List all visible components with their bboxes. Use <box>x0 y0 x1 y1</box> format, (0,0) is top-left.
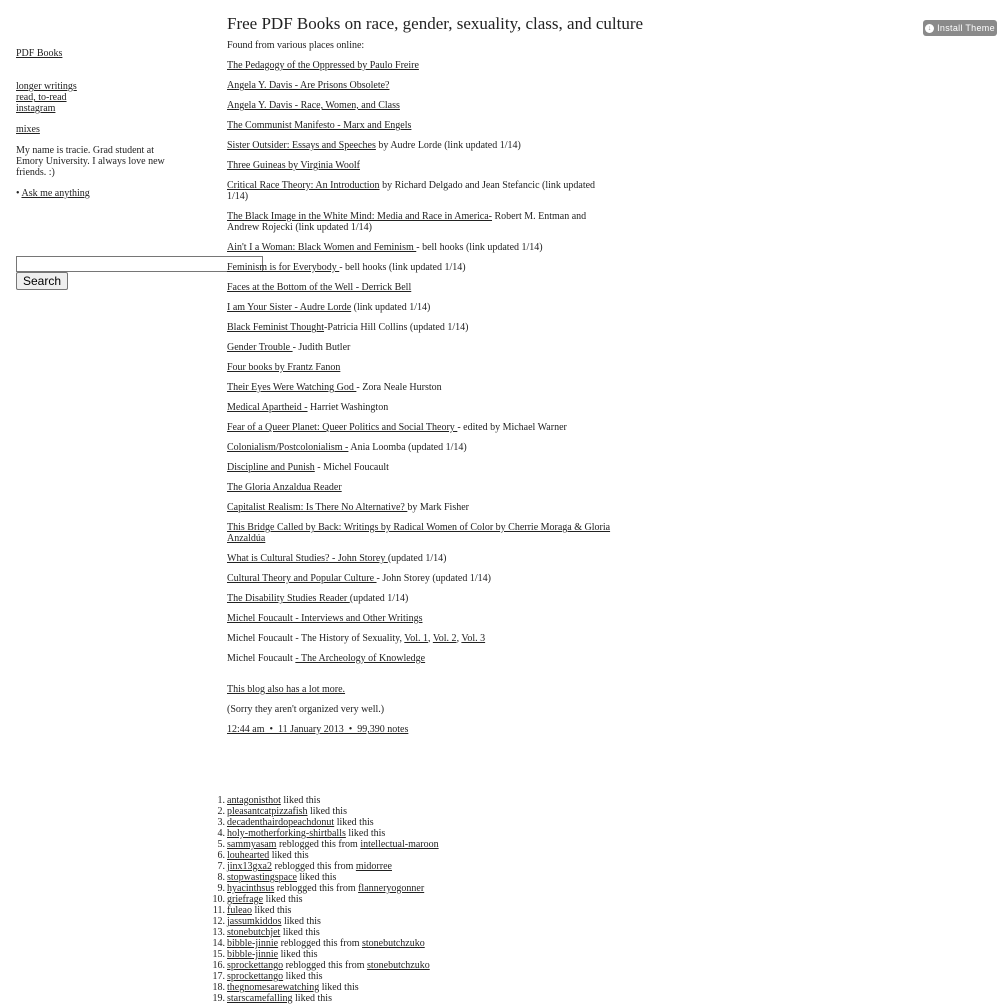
book-details: -Patricia Hill Collins (updated 1/14) <box>324 322 469 333</box>
note-number: 7. <box>217 861 225 872</box>
sidebar-link-instagram[interactable]: instagram <box>16 103 56 114</box>
book-details: - bell hooks (link updated 1/14) <box>339 262 466 273</box>
note-number: 1. <box>217 795 225 806</box>
note-number: 12. <box>212 916 225 927</box>
book-details: (updated 1/14) <box>349 593 409 604</box>
note-item <box>217 872 439 883</box>
note-user-link[interactable]: hyacinthsus <box>227 883 275 894</box>
book-link[interactable]: The Black Image in the White Mind: Media and Race in America- <box>227 211 493 222</box>
note-user-link[interactable]: louhearted <box>227 850 270 861</box>
note-item <box>212 916 439 927</box>
blog-title-link[interactable]: PDF Books <box>16 48 63 59</box>
book-list <box>227 60 617 624</box>
book-link[interactable]: Sister Outsider: Essays and Speeches <box>227 140 376 151</box>
book-link[interactable]: Michel Foucault - Interviews and Other Writings <box>227 613 423 624</box>
note-item <box>212 971 439 982</box>
book-item <box>227 262 617 273</box>
book-item <box>227 522 617 544</box>
book-item <box>227 100 617 111</box>
book-link[interactable]: Ain't I a Woman: Black Women and Feminism <box>227 242 417 253</box>
book-item <box>227 362 617 373</box>
note-action: reblogged this from <box>278 938 362 949</box>
book-link[interactable]: Colonialism/Postcolonialism - <box>227 442 349 453</box>
book-link[interactable]: The Disability Studies Reader <box>227 593 350 604</box>
book-link[interactable]: I am Your Sister - Audre Lorde <box>227 302 352 313</box>
book-item <box>227 422 617 433</box>
note-number: 15. <box>212 949 225 960</box>
book-item <box>227 593 617 604</box>
note-action: liked this <box>278 949 318 960</box>
note-item <box>217 883 439 894</box>
note-user-link[interactable]: sprockettango <box>227 960 284 971</box>
note-user-link[interactable]: pleasantcatpizzafish <box>227 806 308 817</box>
note-item <box>217 839 439 850</box>
book-item <box>227 282 617 293</box>
archeology-link[interactable]: - The Archeology of Knowledge <box>295 653 426 664</box>
book-item <box>227 322 617 333</box>
book-item <box>227 80 617 91</box>
note-number: 11. <box>212 905 225 916</box>
book-item <box>227 180 617 202</box>
note-item <box>212 894 439 905</box>
note-source-link[interactable]: midorree <box>355 861 392 872</box>
sorry-note: (Sorry they aren't organized very well.) <box>227 704 385 715</box>
book-details: Harriet Washington <box>307 402 389 413</box>
ask-row <box>16 188 176 199</box>
book-link[interactable]: Faces at the Bottom of the Well - Derrick Bell <box>227 282 412 293</box>
book-link[interactable]: What is Cultural Studies? - John Storey <box>227 553 388 564</box>
note-action: liked this <box>334 817 374 828</box>
sidebar-links <box>16 81 176 114</box>
note-action: reblogged this from <box>272 861 356 872</box>
book-link[interactable]: Critical Race Theory: An Introduction <box>227 180 380 191</box>
book-details: by Mark Fisher <box>407 502 469 513</box>
note-user-link[interactable]: fuleao <box>227 905 252 916</box>
note-action: reblogged this from <box>276 839 361 850</box>
book-link[interactable]: The Gloria Anzaldua Reader <box>227 482 342 493</box>
book-link[interactable]: Feminism is for Everybody <box>227 262 340 273</box>
sidebar-link-longer-writings[interactable]: longer writings <box>16 81 77 92</box>
archeology-prefix: Michel Foucault <box>227 653 296 664</box>
note-item <box>212 905 439 916</box>
book-link[interactable]: Their Eyes Were Watching God <box>227 382 357 393</box>
note-number: 13. <box>212 927 225 938</box>
sidebar-link-mixes[interactable]: mixes <box>16 124 40 135</box>
history-vol-1-link[interactable]: Vol. 1 <box>404 633 429 644</box>
note-number: 17. <box>212 971 225 982</box>
history-of-sexuality-line: Michel Foucault - The History of Sexuality, Vol. 1, Vol. 2, Vol. 3 <box>227 633 486 644</box>
note-user-link[interactable]: bibble-jinnie <box>227 949 279 960</box>
note-action: liked this <box>280 795 321 806</box>
book-item <box>227 402 617 413</box>
history-vol-3-link[interactable]: Vol. 3 <box>461 633 486 644</box>
book-details: (link updated 1/14) <box>351 302 431 313</box>
sidebar-link-read-to-read[interactable]: read, to-read <box>16 92 67 103</box>
note-user-link[interactable]: stonebutchjet <box>227 927 281 938</box>
book-item <box>227 242 617 253</box>
note-number: 10. <box>212 894 225 905</box>
note-item <box>217 850 439 861</box>
book-item <box>227 120 617 131</box>
sidebar <box>16 48 176 199</box>
note-number: 2. <box>217 806 225 817</box>
note-number: 9. <box>217 883 225 894</box>
notes-list <box>212 795 439 1004</box>
book-item <box>227 211 617 233</box>
book-item <box>227 382 617 393</box>
note-action: liked this <box>297 872 337 883</box>
book-link[interactable]: Gender Trouble <box>227 342 293 353</box>
book-link[interactable]: The Communist Manifesto - Marx and Engels <box>227 120 412 131</box>
note-number: 19. <box>212 993 225 1004</box>
book-item <box>227 302 617 313</box>
note-user-link[interactable]: decadenthairdopeachdonut <box>227 817 335 828</box>
book-details: - bell hooks (link updated 1/14) <box>416 242 543 253</box>
book-item <box>227 502 617 513</box>
history-prefix: Michel Foucault - The History of Sexuality, <box>227 633 405 644</box>
note-source-link[interactable]: stonebutchzuko <box>366 960 430 971</box>
book-link[interactable]: This Bridge Called by Back: Writings by Radical Women of Color by Cherrie Moraga & Gloria Anzaldúa <box>227 522 611 544</box>
note-number: 18. <box>212 982 225 993</box>
book-link[interactable]: Fear of a Queer Planet: Queer Politics and Social Theory <box>227 422 458 433</box>
note-user-link[interactable]: holy-motherforking-shirtballs <box>227 828 346 839</box>
note-item <box>217 817 439 828</box>
post-meta-permalink[interactable]: 12:44 am • 11 January 2013 • 99,390 notes <box>227 724 409 735</box>
note-user-link[interactable]: thegnomesarewatching <box>227 982 320 993</box>
note-user-link[interactable]: stopwastingspace <box>227 872 297 883</box>
book-item <box>227 60 617 71</box>
book-details: - Judith Butler <box>292 342 351 353</box>
note-action: liked this <box>307 806 347 817</box>
book-details: by Richard Delgado and Jean Stefancic (link updated 1/14) <box>227 180 596 202</box>
book-item <box>227 442 617 453</box>
install-theme-label: Install Theme <box>937 23 995 33</box>
note-action: liked this <box>292 993 332 1004</box>
book-link[interactable]: Angela Y. Davis - Race, Women, and Class <box>227 100 400 111</box>
note-action: liked this <box>283 971 323 982</box>
note-user-link[interactable]: sammyasam <box>227 839 277 850</box>
note-user-link[interactable]: sprockettango <box>227 971 284 982</box>
note-number: 3. <box>217 817 225 828</box>
book-link[interactable]: Capitalist Realism: Is There No Alternative? <box>227 502 408 513</box>
note-action: liked this <box>252 905 292 916</box>
note-action: liked this <box>281 916 321 927</box>
note-action: reblogged this from <box>274 883 359 894</box>
download-icon: ↓ <box>925 24 934 33</box>
note-action: reblogged this from <box>283 960 367 971</box>
book-item <box>227 573 617 584</box>
install-theme-button[interactable] <box>923 20 997 36</box>
book-link[interactable]: Four books by Frantz Fanon <box>227 362 341 373</box>
note-item <box>212 993 439 1004</box>
note-action: liked this <box>280 927 320 938</box>
note-user-link[interactable]: bibble-jinnie <box>227 938 279 949</box>
book-item <box>227 553 617 564</box>
post-intro: Found from various places online: <box>227 40 365 51</box>
note-action: liked this <box>345 828 386 839</box>
note-number: 14. <box>212 938 225 949</box>
note-item <box>217 828 439 839</box>
note-item <box>217 806 439 817</box>
search-form <box>16 256 263 290</box>
history-vol-2-link[interactable]: Vol. 2 <box>432 633 457 644</box>
ask-me-anything-link[interactable]: Ask me anything <box>21 188 90 199</box>
ask-bullet: • <box>16 188 20 199</box>
note-number: 8. <box>217 872 225 883</box>
book-item <box>227 462 617 473</box>
note-number: 16. <box>212 960 225 971</box>
book-details: Robert M. Entman and Andrew Rojecki (link updated 1/14) <box>227 211 587 233</box>
note-source-link[interactable]: stonebutchzuko <box>361 938 425 949</box>
book-details: by Audre Lorde (link updated 1/14) <box>375 140 521 151</box>
book-link[interactable]: Angela Y. Davis - Are Prisons Obsolete? <box>227 80 390 91</box>
note-number: 6. <box>217 850 225 861</box>
note-item <box>212 949 439 960</box>
post-title: Free PDF Books on race, gender, sexuality, class, and culture <box>227 14 644 33</box>
note-action: liked this <box>263 894 303 905</box>
book-item <box>227 482 617 493</box>
book-link[interactable]: Discipline and Punish <box>227 462 315 473</box>
note-source-link[interactable]: intellectual-maroon <box>360 839 439 850</box>
note-user-link[interactable]: jassumkiddos <box>227 916 282 927</box>
book-item <box>227 140 617 151</box>
note-item <box>212 938 439 949</box>
search-button[interactable]: Search <box>16 272 68 290</box>
note-user-link[interactable]: jinx13gxa2 <box>227 861 272 872</box>
blog-description: My name is tracie. Grad student at Emory University. I always love new friends. :) <box>16 145 165 178</box>
book-item <box>227 342 617 353</box>
note-item <box>212 927 439 938</box>
book-link[interactable]: Cultural Theory and Popular Culture <box>227 573 377 584</box>
book-item <box>227 613 617 624</box>
note-item <box>212 982 439 993</box>
book-link[interactable]: Three Guineas by Virginia Woolf <box>227 160 361 171</box>
search-input[interactable] <box>16 256 263 272</box>
note-item <box>217 795 439 806</box>
book-item <box>227 160 617 171</box>
post <box>227 14 644 744</box>
book-link[interactable]: The Pedagogy of the Oppressed by Paulo Freire <box>227 60 419 71</box>
book-details: - Zora Neale Hurston <box>356 382 442 393</box>
post-body <box>227 40 617 735</box>
more-books-link[interactable]: This blog also has a lot more. <box>227 684 346 695</box>
note-user-link[interactable]: antagonisthot <box>227 795 281 806</box>
note-number: 4. <box>217 828 225 839</box>
note-action: liked this <box>319 982 359 993</box>
book-link[interactable]: Black Feminist Thought <box>227 322 325 333</box>
archeology-line <box>227 653 617 664</box>
book-details: - John Storey (updated 1/14) <box>376 573 491 584</box>
book-details: - edited by Michael Warner <box>457 422 567 433</box>
note-item <box>217 861 439 872</box>
book-details: (updated 1/14) <box>387 553 447 564</box>
book-details: - Michel Foucault <box>314 462 389 473</box>
note-item <box>212 960 439 971</box>
note-action: liked this <box>269 850 309 861</box>
note-number: 5. <box>217 839 225 850</box>
book-link[interactable]: Medical Apartheid - <box>227 402 308 413</box>
note-user-link[interactable]: starscamefalling <box>227 993 293 1004</box>
note-user-link[interactable]: griefrage <box>227 894 264 905</box>
book-details: Ania Loomba (updated 1/14) <box>348 442 467 453</box>
note-source-link[interactable]: flanneryogonner <box>358 883 425 894</box>
